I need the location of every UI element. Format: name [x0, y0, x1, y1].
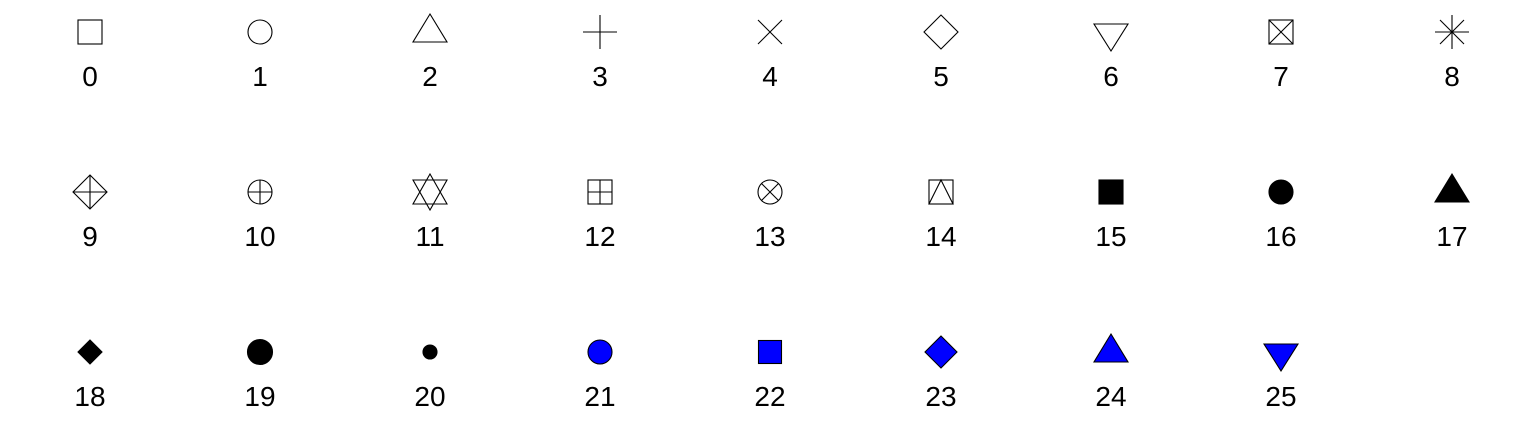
pch-label-12: 12	[584, 221, 616, 252]
pch-label-18: 18	[74, 381, 106, 412]
pch-label-7: 7	[1273, 61, 1289, 92]
pch-label-15: 15	[1095, 221, 1127, 252]
pch-label-20: 20	[414, 381, 446, 412]
pch-label-8: 8	[1444, 61, 1460, 92]
pch-label-17: 17	[1436, 221, 1468, 252]
pch-label-4: 4	[762, 61, 778, 92]
pch-symbol-10	[248, 180, 272, 204]
pch-symbol-20	[423, 345, 437, 359]
pch-label-16: 16	[1265, 221, 1297, 252]
pch-label-11: 11	[415, 221, 445, 252]
pch-label-14: 14	[925, 221, 957, 252]
pch-label-2: 2	[422, 61, 438, 92]
pch-label-3: 3	[592, 61, 608, 92]
pch-label-0: 0	[82, 61, 98, 92]
pch-label-24: 24	[1095, 381, 1127, 412]
pch-label-22: 22	[754, 381, 786, 412]
pch-symbol-19	[248, 340, 273, 365]
pch-label-13: 13	[754, 221, 786, 252]
pch-symbol-21	[588, 340, 612, 364]
pch-label-6: 6	[1103, 61, 1119, 92]
pch-label-5: 5	[933, 61, 949, 92]
pch-symbol-22	[759, 341, 782, 364]
pch-label-10: 10	[244, 221, 276, 252]
pch-label-1: 1	[252, 61, 268, 92]
pch-label-23: 23	[925, 381, 957, 412]
pch-label-25: 25	[1265, 381, 1297, 412]
pch-symbol-8	[1435, 15, 1469, 49]
pch-label-21: 21	[584, 381, 616, 412]
pch-label-9: 9	[82, 221, 98, 252]
pch-label-19: 19	[244, 381, 276, 412]
pch-symbol-16	[1269, 180, 1293, 204]
pch-symbol-15	[1099, 180, 1123, 204]
